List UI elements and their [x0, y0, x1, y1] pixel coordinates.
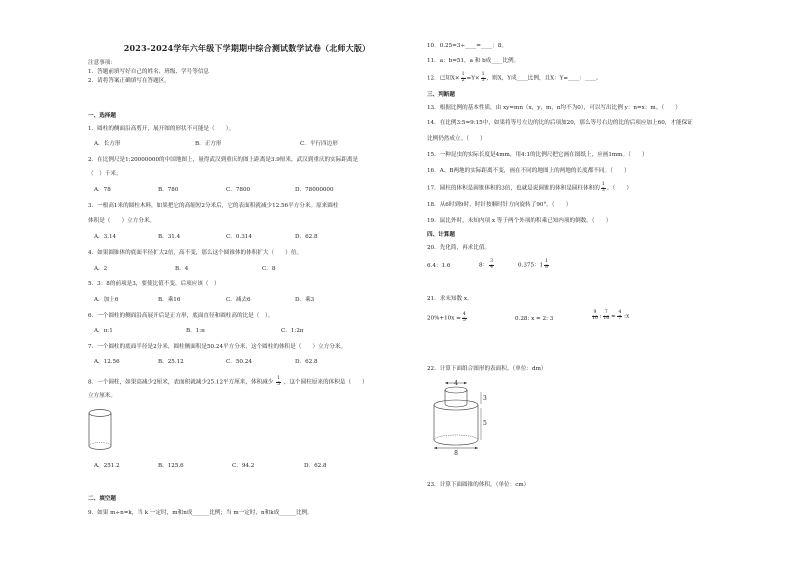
q22-dim-side-bottom: 5: [483, 420, 487, 427]
question-10: 10．0.25=3÷____=____：8。: [427, 43, 507, 49]
question-5: 5．3：8的前项是3，要使比值不变，后项应该（ ）: [88, 281, 220, 287]
question-8-line2: 立方厘米。: [88, 393, 116, 399]
q8-fraction: [276, 377, 281, 387]
q7-option-c: C．50.24: [226, 359, 252, 365]
question-3-line2: 体积是（ ）立方分米。: [88, 218, 156, 224]
q22-dim-side-top: 3: [483, 395, 487, 402]
q21-eq-3-frac1: [592, 311, 598, 321]
question-9: 9．如果 m÷n=k，当 k 一定时，m和n成______比例；当 m一定时，n和k成______比例。: [88, 510, 313, 516]
q1-option-a: A．长方形: [94, 141, 121, 147]
question-7: 7．一个圆柱的底面半径是2分米，圆柱侧面积是50.24平方分米，这个圆柱的体积是（ ）立方分米。: [88, 344, 347, 350]
q2-option-d: D．78000000: [295, 187, 334, 193]
question-14-line1: 14．在比例3:5=9:15中，如果将等号左边的比的后项加20，那么等号右边的比的后项应加上60，才能保证: [427, 120, 693, 126]
q17-fraction-den: 3: [601, 187, 605, 193]
q4-option-c: C．8: [262, 266, 276, 272]
question-19: 19．鼠比外时，未知内项 x 等于两个外项的积乘已知内项的倒数。（ ）: [427, 218, 612, 224]
question-4: 4．如果圆锥体的底面半径扩大2倍，高不变，那么这个圆锥体的体积扩大（ ）倍。: [88, 250, 303, 256]
q5-option-b: B．乘16: [158, 297, 181, 303]
q7-option-d: D．62.8: [295, 359, 318, 365]
q12-fraction-2-num: 1: [481, 72, 485, 77]
question-2-line2: （ ）千米。: [88, 171, 122, 177]
question-1: 1．圆柱的侧面沿高剪开，展开图的形状不可能是（ ）。: [88, 126, 235, 132]
q17-text-b: 。（ ）: [606, 185, 633, 192]
q6-option-a: A．π:1: [94, 328, 113, 334]
q3-option-d: D．62.8: [295, 234, 318, 240]
q21-eq-1: [427, 313, 468, 323]
q2-option-b: B．780: [158, 187, 179, 193]
q12-fraction-2: [481, 73, 486, 83]
q21-eq-3-frac3-num: 4: [618, 310, 622, 315]
question-14-line2: 比例仍然成立。（ ）: [427, 136, 486, 142]
q8-cylinder-figure: [87, 408, 113, 452]
q7-option-b: B．25.12: [158, 359, 184, 365]
q3-option-b: B．31.4: [158, 234, 181, 240]
question-11: 11．a：b=51，a 和 b成____比例。: [427, 58, 520, 64]
question-3-line1: 3．一根高1米的圆柱木料，如果把它的高缩短2分米后，它的表面积就减少12.56平方分米。原来圆柱: [88, 203, 339, 209]
q21-eq-1-num: 4: [462, 312, 466, 317]
q3-option-c: C．0.314: [226, 234, 252, 240]
question-21: 21．求未知数 x。: [427, 296, 473, 302]
q3-option-a: A．3.14: [94, 234, 117, 240]
q5-option-d: D．乘3: [295, 297, 315, 303]
q5-option-c: C．减去6: [226, 297, 251, 303]
question-18: 18．从6时到9时，时针按顺时针方向旋转了90°。（ ）: [427, 202, 572, 208]
q20-expr-2-fraction: [489, 260, 494, 270]
q21-eq-3-frac2-den: 16: [603, 315, 610, 321]
q8-fraction-num: 1: [277, 376, 281, 381]
q22-composite-cylinder-figure: [428, 378, 490, 456]
exam-title: 2023-2024学年六年级下学期期中综合测试数学试卷（北师大版）: [123, 43, 371, 53]
q6-option-b: B．1:π: [186, 328, 205, 334]
q21-eq-3-frac2: [603, 311, 609, 321]
q7-option-a: A．12.56: [94, 359, 120, 365]
question-20: 20．先化简，再求比值。: [427, 245, 491, 251]
q1-option-c: C．平行四边形: [300, 141, 338, 147]
q20-expr-2-den: 4: [490, 264, 494, 270]
q8-option-a: A．251.2: [94, 463, 120, 469]
question-12: [427, 73, 602, 83]
q20-expr-1: 6.4：1.6: [427, 263, 451, 269]
question-8-line1: [88, 377, 368, 387]
notes-heading: 注意事项：: [88, 60, 116, 66]
q5-option-a: A．加上6: [94, 297, 119, 303]
q12-fraction-1: [461, 73, 466, 83]
q4-option-b: B．4: [175, 266, 189, 272]
q20-expr-2-text: 8：: [479, 262, 489, 269]
q8-option-b: B．125.6: [158, 463, 184, 469]
q21-eq-3-frac3-den: 7: [618, 315, 622, 321]
q21-eq-3-colon-2: :: [624, 313, 627, 320]
q21-eq-2: 0.28: x = 2: 3: [515, 316, 554, 322]
q22-dim-bottom: 8: [454, 450, 458, 456]
q12-text-b: =Y×: [466, 75, 480, 82]
q21-eq-3-frac2-num: 7: [604, 310, 608, 315]
q21-eq-3-frac3: [617, 311, 622, 321]
q12-fraction-1-num: 1: [461, 72, 465, 77]
question-16: 16．A、B两地的实际距离不变，画在不同的地图上的两地的长度都不同。（ ）: [427, 168, 630, 174]
q17-fraction: [601, 183, 606, 193]
q21-eq-3-frac1-den: 10: [592, 315, 598, 321]
question-22: 22．计算下面组合图形的表面积。（单位：dm）: [427, 366, 547, 372]
note-2: 2．请将答案正确填写在答题区。: [88, 78, 170, 84]
q12-text-a: 12．已知X×: [427, 75, 460, 82]
section-fill: 二、填空题: [88, 496, 116, 502]
q20-expr-3-den: 8: [545, 264, 549, 270]
q2-option-c: C．7800: [226, 187, 251, 193]
q17-fraction-num: 1: [601, 182, 605, 187]
q20-expr-2-num: 3: [490, 259, 494, 264]
q21-eq-3-equals: =: [610, 313, 616, 320]
note-1: 1．答题前填写好自己的姓名、班级、学号等信息: [88, 69, 210, 75]
section-calc: 四、计算题: [427, 232, 455, 238]
question-13: 13．根据比例的基本性质，由 xy=mn（x，y，m，n均不为0），可以写出比例 y：n=x：m。（ ）: [427, 105, 681, 111]
q12-fraction-2-den: 3: [481, 77, 485, 83]
q8-text-b: ，这个圆柱原来的体积是（ ）: [283, 379, 368, 386]
q21-eq-3-frac1-num: 9: [593, 310, 597, 315]
section-choice: 一、选择题: [88, 113, 116, 119]
q17-text-a: 17．圆柱的体积是圆锥体积的3倍，也就是说圆锥的体积是圆柱体积的: [427, 185, 600, 192]
q8-option-d: D．62.8: [304, 463, 327, 469]
q12-text-c: ，则X，Y成____比例，且X：Y=____：____。: [486, 75, 602, 82]
q20-expr-2: [479, 260, 495, 270]
q21-eq-3-colon: :: [599, 313, 602, 320]
question-15: 15．一种昆虫的实际长度是4mm，用4:1的比例尺把它画在图纸上，应画1mm。（ ）: [427, 152, 648, 158]
q8-text-a: 8．一个圆柱，如果高减少2厘米，表面积就减少25.12平方厘米，体积减少: [88, 379, 274, 386]
q21-eq-1-den: 5: [462, 317, 466, 323]
q21-eq-3: [592, 311, 629, 321]
q20-expr-3-num: 1: [545, 259, 549, 264]
q4-option-a: A．2: [94, 266, 108, 272]
q20-expr-3: [518, 260, 550, 270]
q22-dim-top: 4: [454, 380, 458, 387]
q6-option-c: C．1:2π: [281, 328, 304, 334]
section-judge: 三、判断题: [427, 92, 455, 98]
question-17: [427, 183, 632, 193]
q8-fraction-den: 5: [277, 381, 281, 387]
q12-fraction-1-den: 2: [461, 77, 465, 83]
q20-expr-3-text: 0.375：1: [518, 262, 544, 269]
question-23: 23．计算下面圆锥的体积。（单位：cm）: [427, 482, 530, 488]
q21-eq-1-text: 20%+10x =: [427, 315, 461, 322]
q21-eq-1-fraction: [462, 313, 467, 323]
q8-option-c: C．94.2: [232, 463, 255, 469]
q2-option-a: A．78: [94, 187, 111, 193]
q20-expr-3-fraction: [544, 260, 549, 270]
question-2-line1: 2．在比例尺是1:20000000的中国地图上，量得武汉到重庆的图上距离是3.9厘米，武汉到重庆的实际距离是: [88, 157, 359, 163]
question-6: 6．一个圆柱的侧面沿高展开后是正方形，底面直径和圆柱高的比是（ ）。: [88, 313, 274, 319]
q21-eq-3-x: x: [626, 313, 630, 320]
q1-option-b: B．正方形: [195, 141, 222, 147]
